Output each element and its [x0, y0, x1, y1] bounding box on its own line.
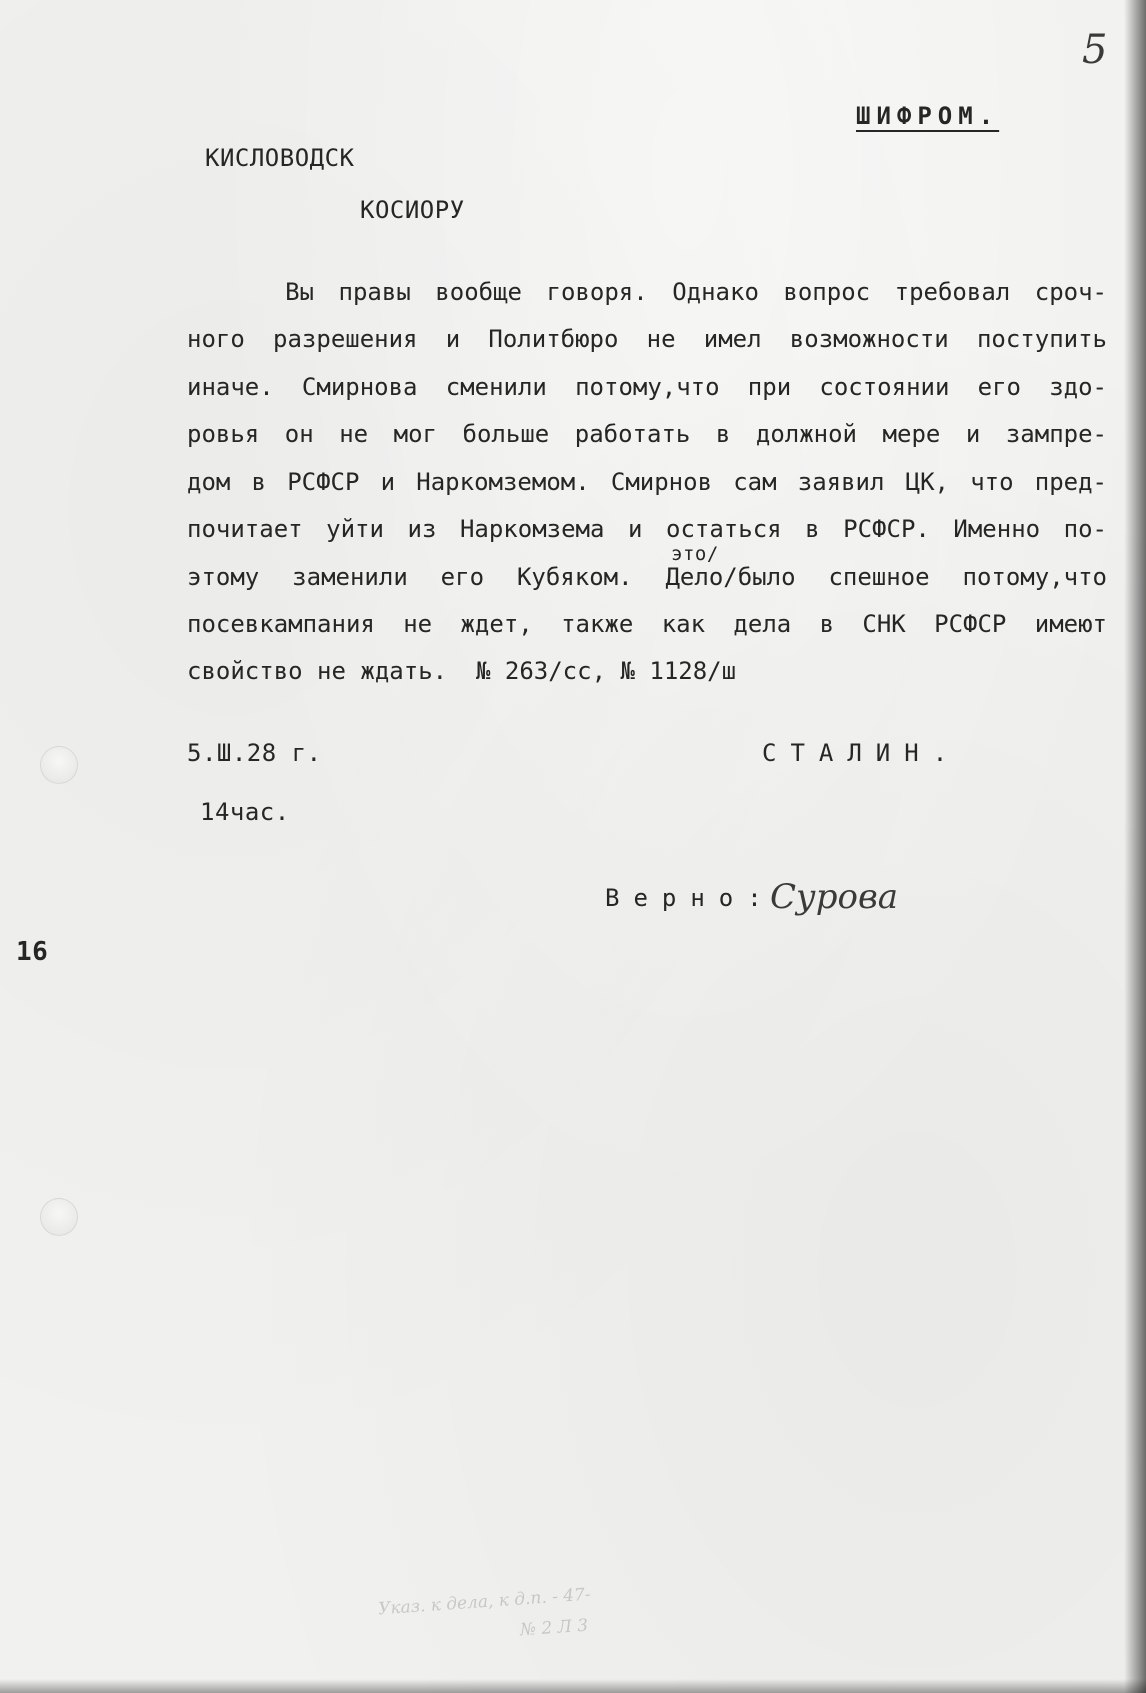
insertion-mark: это/	[671, 543, 719, 565]
body-line: этому заменили его Кубяком. Дело/было спешное потому,что	[187, 563, 1107, 591]
body-line: ровья он не мог больше работать в должной мере и зампре-	[187, 420, 1107, 448]
body-line: Вы правы вообще говоря. Однако вопрос требовал сроч-	[187, 278, 1107, 306]
margin-number: 16	[16, 937, 49, 967]
page-edge-shadow	[1124, 0, 1146, 1693]
certified-signature: Сурова	[770, 877, 899, 917]
signature-name: СТАЛИН.	[762, 739, 962, 767]
time: 14час.	[200, 798, 290, 826]
body-line: посевкампания не ждет, также как дела в СНК РСФСР имеют	[187, 610, 1107, 638]
body-line: свойство не ждать. № 263/сс, № 1128/ш	[187, 657, 737, 685]
body-line: иначе. Смирнова сменили потому,что при состоянии его здо-	[187, 373, 1107, 401]
body-line: почитает уйти из Наркомзема и остаться в РСФСР. Именно по-	[187, 515, 1107, 543]
cipher-heading: ШИФРОМ.	[856, 102, 1000, 130]
punch-hole-bottom	[40, 1198, 78, 1236]
page-number: 5	[1082, 27, 1108, 73]
archive-note-line: Указ. к дела, к д.п. - 47-	[377, 1584, 592, 1620]
date: 5.Ш.28 г.	[187, 739, 322, 767]
body-line: дом в РСФСР и Наркомземом. Смирнов сам заявил ЦК, что пред-	[187, 468, 1107, 496]
page-bottom-shadow	[0, 1679, 1146, 1693]
punch-hole-top	[40, 746, 78, 784]
body-line: ного разрешения и Политбюро не имел возможности поступить	[187, 325, 1107, 353]
destination-city: КИСЛОВОДСК	[205, 144, 355, 172]
addressee: КОСИОРУ	[360, 196, 465, 224]
certified-label: Верно:	[605, 884, 776, 912]
archive-note-line: № 2 Л 3	[519, 1615, 589, 1641]
